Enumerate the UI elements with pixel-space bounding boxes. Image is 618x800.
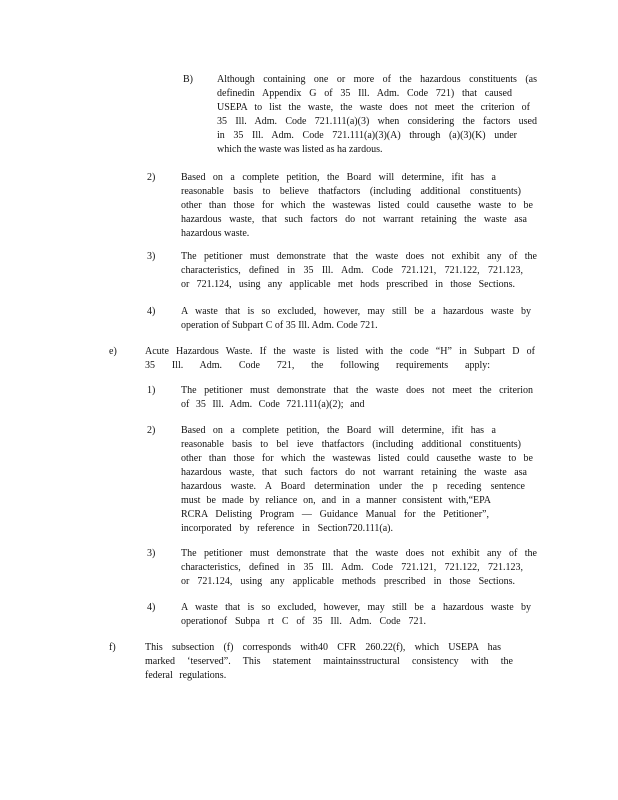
text-line: incorporated by reference in Section720.111(a).	[181, 523, 393, 534]
paragraph-e1	[181, 384, 533, 412]
text-line: USEPA to list the waste, the waste does not meet the criterion of	[217, 102, 530, 113]
item-label-B: B)	[183, 74, 193, 85]
text-line: Based on a complete petition, the Board will determine, ifit has a	[181, 172, 496, 183]
item-label-4: 4)	[147, 306, 156, 317]
text-line: definedin Appendix G of 35 Ill. Adm. Code 721) that caused	[217, 88, 512, 99]
item-label-e: e)	[109, 346, 117, 357]
paragraph-f	[145, 641, 513, 683]
text-line: of 35 Ill. Adm. Code 721.111(a)(2); and	[181, 399, 365, 410]
text-line: Acute Hazardous Waste. If the waste is listed with the code “H” in Subpart D of	[145, 346, 535, 357]
text-line: Based on a complete petition, the Board will determine, ifit has a	[181, 425, 496, 436]
paragraph-3	[181, 250, 537, 292]
text-line: Although containing one or more of the hazardous constituents (as	[217, 74, 537, 85]
text-line: characteristics, defined in 35 Ill. Adm. Code 721.121, 721.122, 721.123,	[181, 562, 523, 573]
paragraph-4	[181, 305, 531, 333]
text-line: must be made by reliance on, and in a manner consistent with,“EPA	[181, 495, 491, 506]
paragraph-e	[145, 345, 535, 373]
paragraph-e2	[181, 424, 533, 536]
paragraph-2	[181, 171, 533, 241]
item-label-f: f)	[109, 642, 116, 653]
paragraph-e4	[181, 601, 531, 629]
item-label-2: 2)	[147, 172, 156, 183]
text-line: federal regulations.	[145, 670, 227, 681]
text-line: A waste that is so excluded, however, may still be a hazardous waste by	[181, 602, 531, 613]
text-line: 35 Ill. Adm. Code 721.111(a)(3) when considering the factors used	[217, 116, 537, 127]
text-line: The petitioner must demonstrate that the waste does not exhibit any of the	[181, 251, 537, 262]
text-line: operationof Subpa rt C of 35 Ill. Adm. Code 721.	[181, 616, 426, 627]
text-line: RCRA Delisting Program — Guidance Manual for the Petitioner”,	[181, 509, 489, 520]
text-line: characteristics, defined in 35 Ill. Adm. Code 721.121, 721.122, 721.123,	[181, 265, 523, 276]
item-label-2: 2)	[147, 425, 156, 436]
text-line: hazardous waste, that such factors do not warrant retaining the waste asa	[181, 467, 527, 478]
text-line: 35 Ill. Adm. Code 721, the following requirements apply:	[145, 360, 490, 371]
paragraph-B	[217, 73, 537, 157]
text-line: in 35 Ill. Adm. Code 721.111(a)(3)(A) through (a)(3)(K) under	[217, 130, 517, 141]
text-line: The petitioner must demonstrate that the waste does not meet the criterion	[181, 385, 533, 396]
text-line: operation of Subpart C of 35 Ill. Adm. Code 721.	[181, 320, 378, 331]
item-label-3: 3)	[147, 548, 156, 559]
paragraph-e3	[181, 547, 537, 589]
text-line: reasonable basis to bel ieve thatfactors (including additional constituents)	[181, 439, 521, 450]
text-line: hazardous waste.	[181, 228, 250, 239]
text-line: which the waste was listed as ha zardous.	[217, 144, 383, 155]
text-line: The petitioner must demonstrate that the waste does not exhibit any of the	[181, 548, 537, 559]
text-line: other than those for which the wastewas listed could causethe waste to be	[181, 453, 533, 464]
text-line: marked ‘teserved”. This statement maintainsstructural consistency with the	[145, 656, 513, 667]
item-label-4: 4)	[147, 602, 156, 613]
text-line: or 721.124, using any applicable methods prescribed in those Sections.	[181, 576, 515, 587]
text-line: This subsection (f) corresponds with40 CFR 260.22(f), which USEPA has	[145, 642, 501, 653]
text-line: other than those for which the wastewas listed could causethe waste to be	[181, 200, 533, 211]
text-line: or 721.124, using any applicable met hods prescribed in those Sections.	[181, 279, 515, 290]
text-line: A waste that is so excluded, however, may still be a hazardous waste by	[181, 306, 531, 317]
text-line: reasonable basis to believe thatfactors (including additional constituents)	[181, 186, 521, 197]
text-line: hazardous waste, that such factors do not warrant retaining the waste asa	[181, 214, 527, 225]
item-label-1: 1)	[147, 385, 156, 396]
text-line: hazardous waste. A Board determination under the p receding sentence	[181, 481, 525, 492]
item-label-3: 3)	[147, 251, 156, 262]
